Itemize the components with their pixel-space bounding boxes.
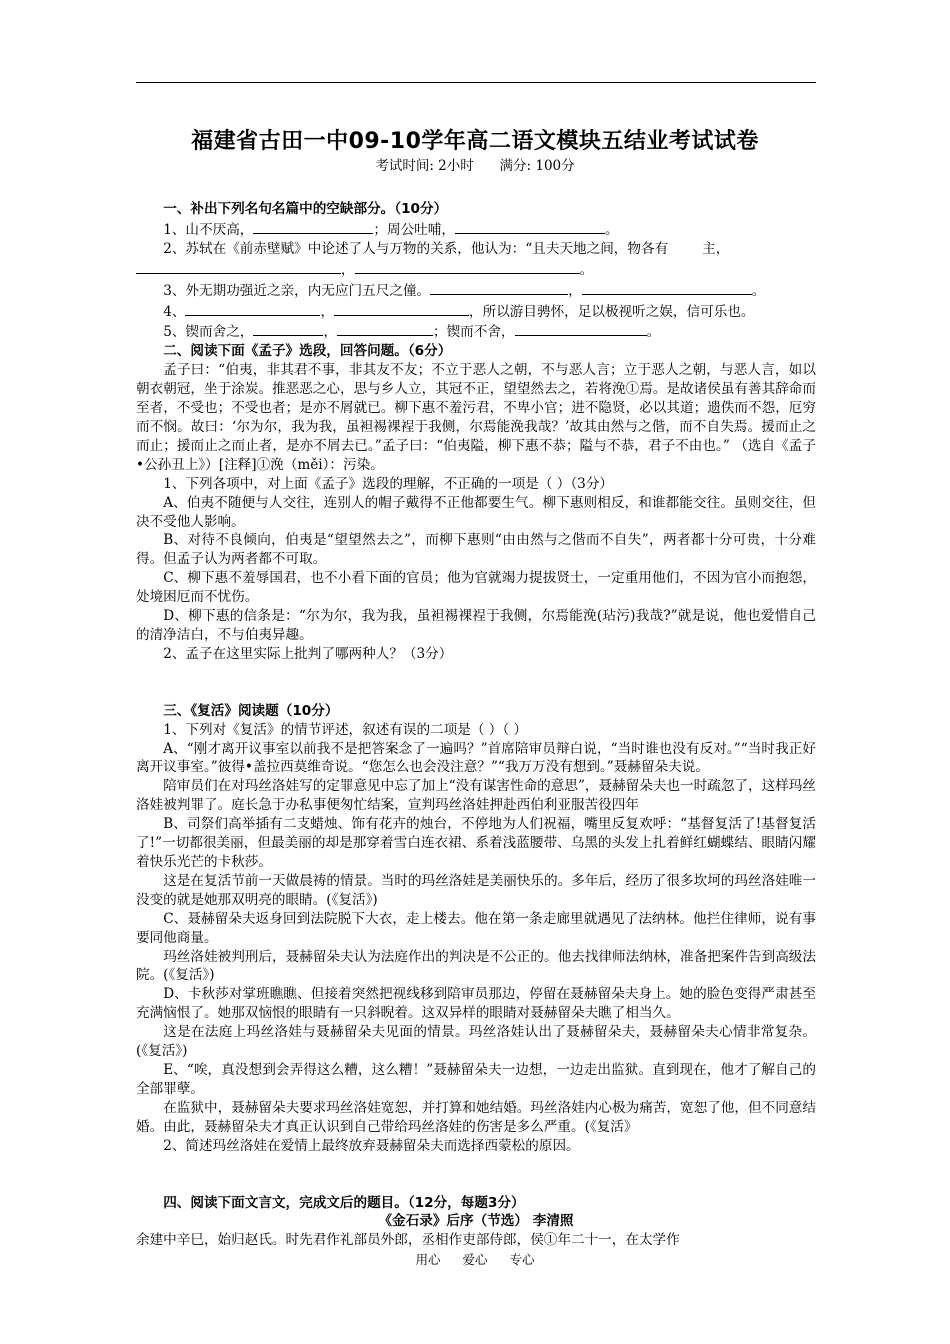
answer-blank[interactable]: [185, 301, 320, 316]
s2-option-a: A、伯夷不随便与人交往，连别人的帽子戴得不正他都要生气。柳下惠则相反，和谁都能交往。虽则交往，但决不受他人影响。: [136, 494, 816, 530]
s2-q1: 1、下列各项中，对上面《孟子》选段的理解，不正确的一项是（ ）（3分）: [163, 475, 614, 492]
answer-blank[interactable]: [355, 259, 580, 274]
s3-option-a-comment: 陪审员们在对玛丝洛娃写的定罪意见中忘了加上“没有谋害性命的意思”，聂赫留朵夫也一时疏忽了，这样玛丝洛娃被判罪了。庭长急于办私事便匆忙结案，宣判玛丝洛娃押赴西伯利亚服苦役四年: [136, 778, 816, 814]
s1-q1: 1、山不厌高， ；周公吐哺， 。: [136, 219, 816, 240]
section3-heading: 三、《复活》阅读题（10分）: [163, 702, 339, 719]
answer-blank[interactable]: [136, 259, 341, 274]
s3-q1: 1、下列对《复活》的情节评述，叙述有误的二项是（ ）（ ）: [163, 721, 528, 738]
answer-blank[interactable]: [455, 219, 605, 234]
s3-q2: 2、简述玛丝洛娃在爱情上最终放弃聂赫留朵夫而选择西蒙松的原因。: [163, 1137, 580, 1154]
full-score: 满分: 100分: [499, 158, 575, 174]
s3-option-c: C、聂赫留朵夫返身回到法院脱下大衣，走上楼去。他在第一条走廊里就遇见了法纳林。他拦住律师，说有事要同他商量。: [136, 910, 816, 946]
s1-q2-cont: ， 。: [136, 259, 816, 280]
section1-heading: 一、补出下列名句名篇中的空缺部分。（10分）: [163, 201, 448, 217]
exam-info: [0, 154, 950, 174]
s4-subtitle: 《金石录》后序（节选） 李清照: [378, 1213, 574, 1230]
s3-option-c-comment: 玛丝洛娃被判刑后，聂赫留朵夫认为法庭作出的判决是不公正的。他去找律师法纳林，准备把案件告到高级法院。(《复活》): [136, 948, 816, 984]
s1-q5: 5、锲而舍之， ， ；锲而不舍， 。: [136, 321, 816, 342]
exam-content: [136, 200, 816, 1250]
page-footer: 用心 爱心 专心: [415, 1252, 535, 1267]
answer-blank[interactable]: [582, 280, 752, 295]
section2-heading: 二、阅读下面《孟子》选段，回答问题。（6分）: [163, 343, 452, 360]
s1-q4: 4、 ， ，所以游目骋怀，足以极视听之娱，信可乐也。: [136, 301, 816, 322]
answer-blank[interactable]: [253, 219, 373, 234]
answer-blank[interactable]: [430, 280, 568, 295]
s2-option-b: B、对待不良倾向，伯夷是“望望然去之”，而柳下惠则“由由然与之偕而不自失”，两者都十分可贵，十分难得。但孟子认为两者都不可取。: [136, 532, 816, 568]
exam-title: 福建省古田一中09-10学年高二语文模块五结业考试试卷: [191, 129, 759, 154]
s3-option-a: A、“刚才离开议事室以前我不是把答案念了一遍吗？”首席陪审员辩白说，“当时谁也没有反对。”“当时我正好离开议事室。”彼得•盖拉西莫维奇说。“您怎么也会没注意？”“我万万没有想到。”聂赫留朵夫说。: [136, 740, 816, 776]
s1-q3: 3、外无期功强近之亲，内无应门五尺之僮。 ， 。: [136, 280, 816, 301]
section4-heading: 四、阅读下面文言文，完成文后的题目。（12分，每题3分）: [163, 1194, 525, 1211]
s2-q2: 2、孟子在这里实际上批判了哪两种人？（3分）: [163, 645, 453, 662]
answer-blank[interactable]: [253, 321, 323, 336]
exam-time: 考试时间: 2小时: [375, 158, 474, 174]
s4-text: 余建中辛巳，始归赵氏。时先君作礼部员外郎，丞相作吏部侍郎，侯①年二十一，在太学作: [136, 1232, 680, 1249]
answer-blank[interactable]: [515, 321, 647, 336]
s1-q2: 2、苏轼在《前赤壁赋》中论述了人与万物的关系，他认为：“且夫天地之间，物各有 主，: [163, 240, 730, 257]
s2-option-c: C、柳下惠不羞辱国君，也不小看下面的官员；他为官就竭力提拔贤士，一定重用他们，不因为官小而抱怨，处境困厄而不忧伤。: [136, 570, 816, 606]
s3-option-e-comment: 在监狱中，聂赫留朵夫要求玛丝洛娃宽恕，并打算和她结婚。玛丝洛娃内心极为痛苦，宽恕了他，但不同意结婚。由此，聂赫留朵夫才真正认识到自己带给玛丝洛娃的伤害是多么严重。(《复活》: [136, 1099, 816, 1135]
s3-option-e: E、“唉，真没想到会弄得这么糟，这么糟！”聂赫留朵夫一边想，一边走出监狱。直到现在，他才了解自己的全部罪孽。: [136, 1061, 816, 1097]
s2-option-d: D、柳下惠的信条是：“尔为尔，我为我，虽袒裼裸裎于我侧，尔焉能浼(玷污)我哉?”就是说，他也爱惜自己的清净洁白，不与伯夷异趣。: [136, 608, 816, 643]
s3-option-d-comment: 这是在法庭上玛丝洛娃与聂赫留朵夫见面的情景。玛丝洛娃认出了聂赫留朵夫，聂赫留朵夫心情非常复杂。(《复活》): [136, 1024, 816, 1060]
top-rule: [136, 82, 816, 83]
answer-blank[interactable]: [334, 301, 469, 316]
answer-blank[interactable]: [337, 321, 433, 336]
s2-passage: 孟子曰：“伯夷，非其君不事，非其友不友；不立于恶人之朝，不与恶人言；立于恶人之朝，与恶人言，如以朝衣朝冠，坐于涂炭。推恶恶之心，思与乡人立，其冠不正，望望然去之，若将浼①焉。是故诸侯虽有善其辞命而至者，不受也；不受也者；是亦不屑就已。柳下惠不羞污君，不卑小官；进不隐贤，必以其道；遗佚而不怨，厄穷而不悯。故曰：‘尔为尔，我为我，虽袒裼裸裎于我侧，尔焉能浼我哉？’故其由然与之偕，而不自失焉。援而止之而止；援而止之而止者，是亦不屑去已。”孟子曰：“伯夷隘，柳下惠不恭；隘与不恭，君子不由也。” （选自《孟子•公孙丑上》）[注释]①浼（měi）：污染。: [136, 362, 816, 473]
s3-option-d: D、卡秋莎对掌班瞧瞧、但接着突然把视线移到陪审员那边，停留在聂赫留朵夫身上。她的脸色变得严肃甚至充满恼恨了。她那双恼恨的眼睛有一只斜睨着。这双异样的眼睛对聂赫留朵夫瞧了相当久。: [136, 986, 816, 1022]
s3-option-b: B、司祭们高举插有二支蜡烛、饰有花卉的烛台，不停地为人们祝福，嘴里反复欢呼：“基督复活了!基督复活了!”一切都很美丽，但最美丽的却是那穿着雪白连衣裙、系着浅蓝腰带、乌黑的头发上扎着鲜红蝴蝶结、眼睛闪耀着快乐光芒的卡秋莎。: [136, 816, 816, 870]
s3-option-b-comment: 这是在复活节前一天做晨祷的情景。当时的玛丝洛娃是美丽快乐的。多年后，经历了很多坎坷的玛丝洛娃唯一没变的就是她那双明亮的眼睛。(《复活》): [136, 872, 816, 908]
